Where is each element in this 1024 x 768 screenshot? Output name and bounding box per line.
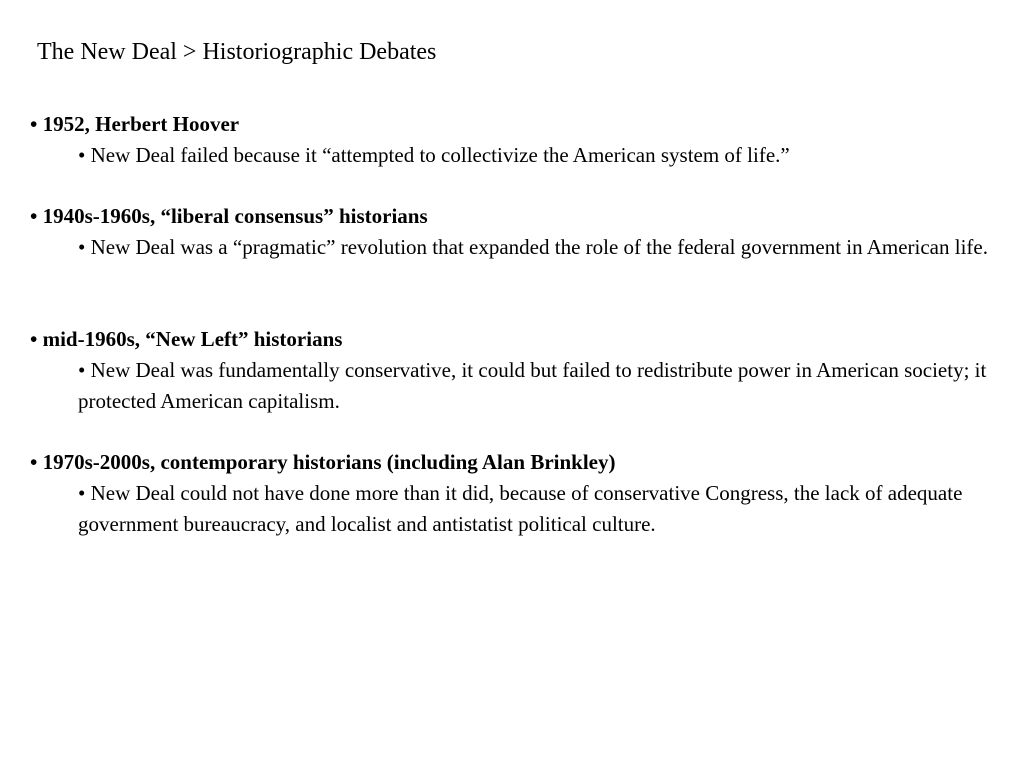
- section-detail: New Deal failed because it “attempted to collectivize the American system of life.”: [90, 143, 790, 167]
- section-heading: 1970s-2000s, contemporary historians (including Alan Brinkley): [42, 450, 616, 474]
- bullet: •: [78, 143, 86, 167]
- debate-section-contemporary: [30, 447, 988, 540]
- debate-section-new-left: [30, 324, 988, 417]
- section-heading: 1940s-1960s, “liberal consensus” historians: [42, 204, 428, 228]
- section-detail: New Deal could not have done more than it did, because of conservative Congress, the lack of adequate government bureaucracy, and localist and antistatist political culture.: [78, 481, 963, 536]
- bullet: •: [30, 112, 38, 136]
- debate-section-liberal-consensus: [30, 201, 988, 263]
- debate-section-hoover: [30, 109, 988, 171]
- section-heading: 1952, Herbert Hoover: [42, 112, 240, 136]
- bullet: •: [30, 327, 38, 351]
- section-heading: mid-1960s, “New Left” historians: [42, 327, 343, 351]
- slide-title: The New Deal > Historiographic Debates: [37, 39, 437, 65]
- bullet: •: [78, 235, 86, 259]
- section-detail: New Deal was a “pragmatic” revolution that expanded the role of the federal government in American life.: [90, 235, 988, 259]
- bullet: •: [30, 450, 38, 474]
- bullet: •: [78, 358, 86, 382]
- section-detail: New Deal was fundamentally conservative, it could but failed to redistribute power in American society; it protected American capitalism.: [78, 358, 987, 413]
- bullet: •: [78, 481, 86, 505]
- bullet: •: [30, 204, 38, 228]
